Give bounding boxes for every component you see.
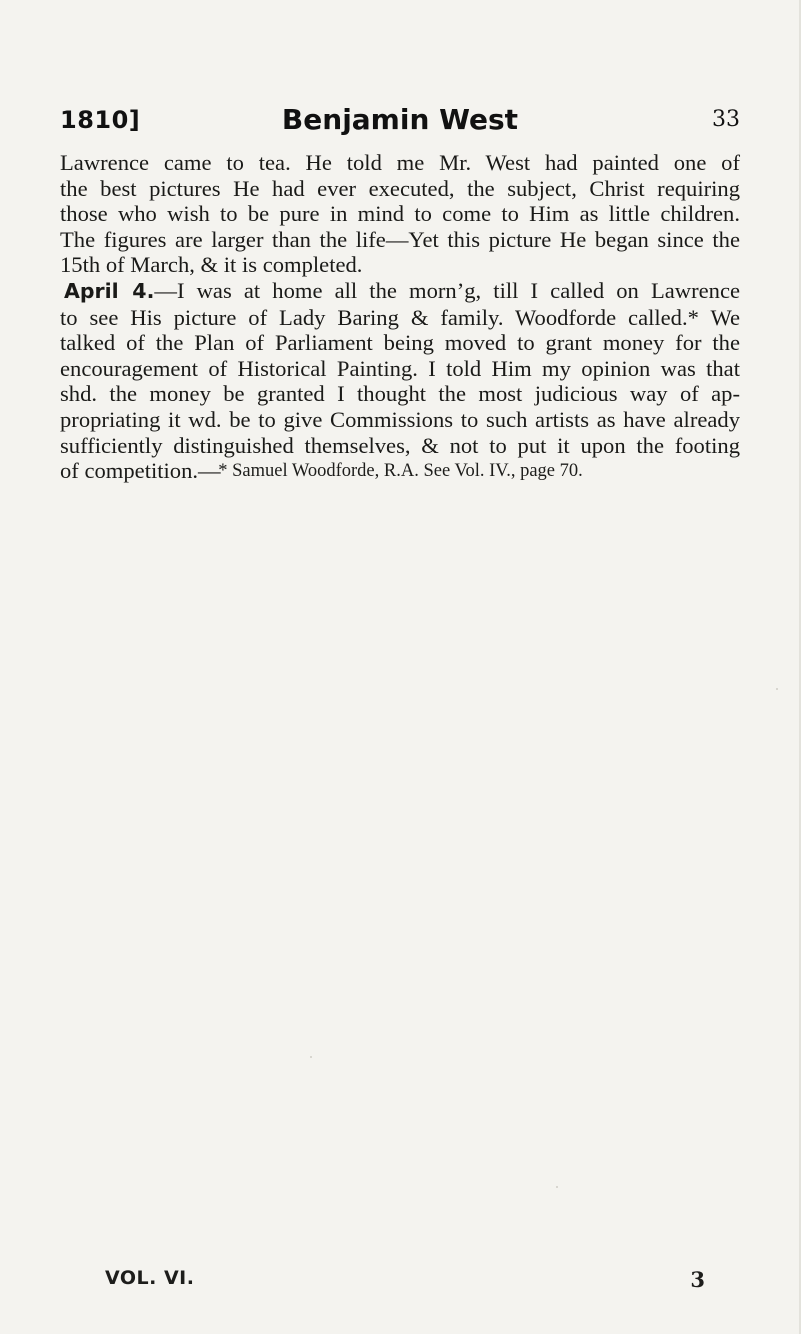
body-line: sufficiently distinguished themselves, & not to put it upon the footing <box>60 432 740 458</box>
paper-speck <box>776 688 778 690</box>
body-line: Lawrence came to tea. He told me Mr. West had painted one of <box>60 150 740 175</box>
body-line: the best pictures He had ever executed, the subject, Christ requiring <box>60 175 740 201</box>
entry-first-line-text: —I was at home all the morn’g, till I called on Lawrence <box>154 277 740 303</box>
running-header <box>60 103 740 147</box>
body-line: those who wish to be pure in mind to come to Him as little children. <box>60 201 740 227</box>
header-title: Benjamin West <box>281 103 519 136</box>
body-text <box>60 150 740 484</box>
body-line: encouragement of Historical Painting. I told Him my opinion was that <box>60 355 740 381</box>
footer-signature: 3 <box>690 1267 705 1292</box>
header-page-number: 33 <box>712 107 740 132</box>
body-line: to see His picture of Lady Baring & family. Woodforde called.* We <box>60 304 740 330</box>
entry-first-line <box>60 278 740 305</box>
footer-volume: VOL. VI. <box>105 1267 195 1289</box>
body-line: of competition.— <box>60 458 221 484</box>
page-footer <box>105 1267 705 1297</box>
body-line: shd. the money be granted I thought the most judicious way of ap- <box>60 381 740 407</box>
body-line: 15th of March, & it is completed. <box>60 252 363 278</box>
paper-speck <box>310 1056 312 1058</box>
body-line: propriating it wd. be to give Commissions to such artists as have already <box>60 406 740 432</box>
body-line: talked of the Plan of Parliament being moved to grant money for the <box>60 330 740 356</box>
body-line: The figures are larger than the life—Yet this picture He began since the <box>60 226 740 252</box>
paper-speck <box>556 1186 558 1188</box>
header-year: 1810] <box>60 106 141 134</box>
footnote: * Samuel Woodforde, R.A. See Vol. IV., page 70. <box>218 461 583 481</box>
entry-date: April 4. <box>64 278 155 303</box>
